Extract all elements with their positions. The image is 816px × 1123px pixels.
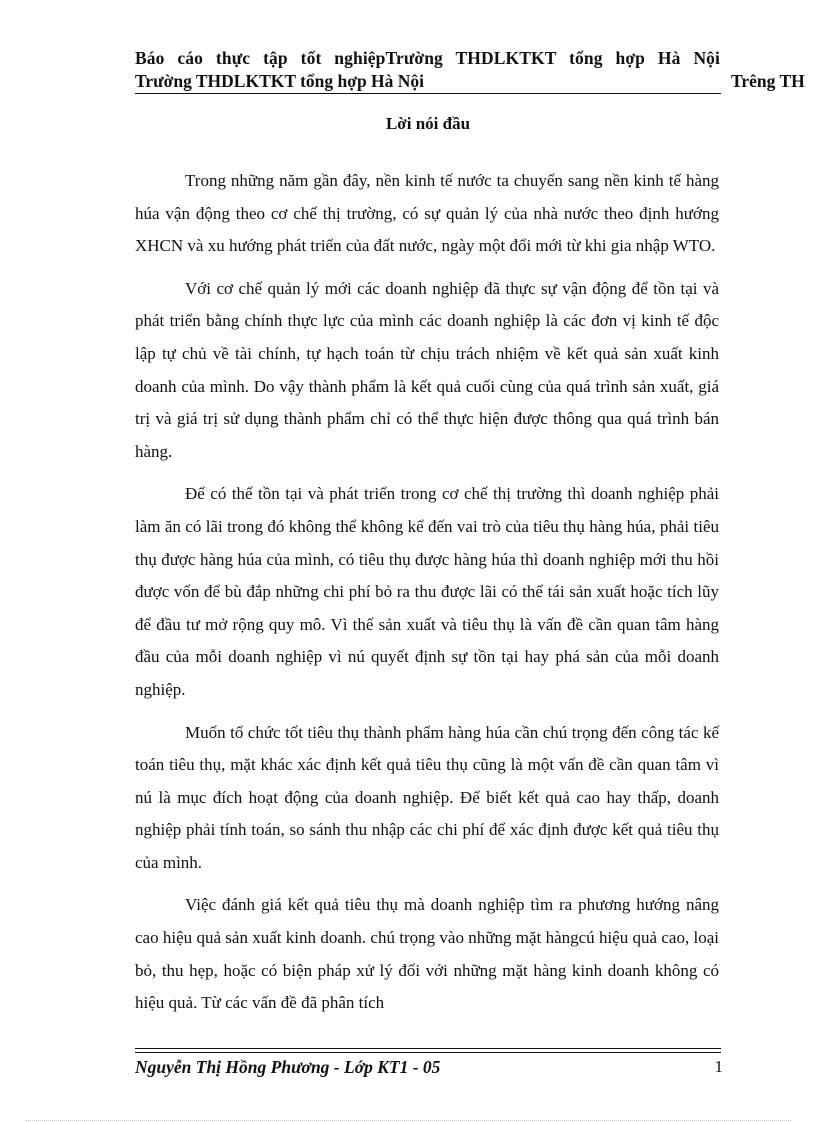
paragraph: Trong những năm gần đây, nền kinh tế nước ta chuyển sang nền kinh tế hàng húa vận động theo cơ chế thị trường, có sự quản lý của nhà nước theo định hướng XHCN và xu hướng phát triển của đất nước, ngày một đổi mới từ khi gia nhập WTO. [135,171,719,256]
header-overflow-text: Trêng TH [731,71,805,91]
footer-divider-bottom [135,1052,721,1053]
paragraph: Muốn tổ chức tốt tiêu thụ thành phẩm hàng húa cần chú trọng đến công tác kế toán tiêu thụ, mặt khác xác định kết quả tiêu thụ cũng là một vấn đề cần quan tâm vì nú là mục đích hoạt động của doanh nghiệp. Để biết kết quả cao hay thấp, doanh nghiệp phải tính toán, so sánh thu nhập các chi phí để xác định được kết quả tiêu thụ của mình. [135,722,719,872]
header-title-line1: Báo cáo thực tập tốt nghiệpTrường THDLKTKT tổng hợp Hà Nội [135,48,720,68]
header-divider [135,93,721,94]
body-text [135,165,719,1030]
footer-divider-top [135,1048,721,1049]
page-bottom-border [25,1120,791,1121]
paragraph: Để có thể tồn tại và phát triển trong cơ chế thị trường thì doanh nghiệp phải làm ăn có lãi trong đó không thể không kể đến vai trò của tiêu thụ hàng húa, phải tiêu thụ được hàng húa của mình, có tiêu thụ được hàng húa thì doanh nghiệp mới thu hồi được vốn để bù đắp những chi phí bỏ ra thu được lãi có thể tái sản xuất hoặc tích lũy để đầu tư mở rộng quy mô. Vì thế sản xuất và tiêu thụ là vấn đề cần quan tâm hàng đầu của mỗi doanh nghiệp vì nú quyết định sự tồn tại hay phá sản của mỗi doanh nghiệp. [135,484,719,699]
paragraph: Việc đánh giá kết quả tiêu thụ mà doanh nghiệp tìm ra phương hướng nâng cao hiệu quả sản xuất kinh doanh. chú trọng vào những mặt hàngcú hiệu quả cao, loại bỏ, thu hẹp, hoặc có biện pháp xử lý đối với những mặt hàng kinh doanh không có hiệu quả. Từ các vấn đề đã phân tích [135,895,719,1013]
header-title-line2: Trường THDLKTKT tổng hợp Hà Nội [135,71,425,91]
footer-author: Nguyễn Thị Hồng Phương - Lớp KT1 - 05 [135,1057,441,1077]
page-header [135,47,720,93]
page-title: Lời nói đầu [385,114,471,133]
paragraph: Với cơ chế quản lý mới các doanh nghiệp đã thực sự vận động để tồn tại và phát triển bằng chính thực lực của mình các doanh nghiệp là các đơn vị kinh tế độc lập tự chủ về tài chính, tự hạch toán từ chịu trách nhiệm về kết quả sản xuất kinh doanh của mình. Do vậy thành phẩm là kết quả cuối cùng của quá trình sản xuất, giá trị và giá trị sử dụng thành phẩm chỉ có thể thực hiện được thông qua quá trình bán hàng. [135,278,719,461]
page-number: 1 [714,1057,723,1076]
